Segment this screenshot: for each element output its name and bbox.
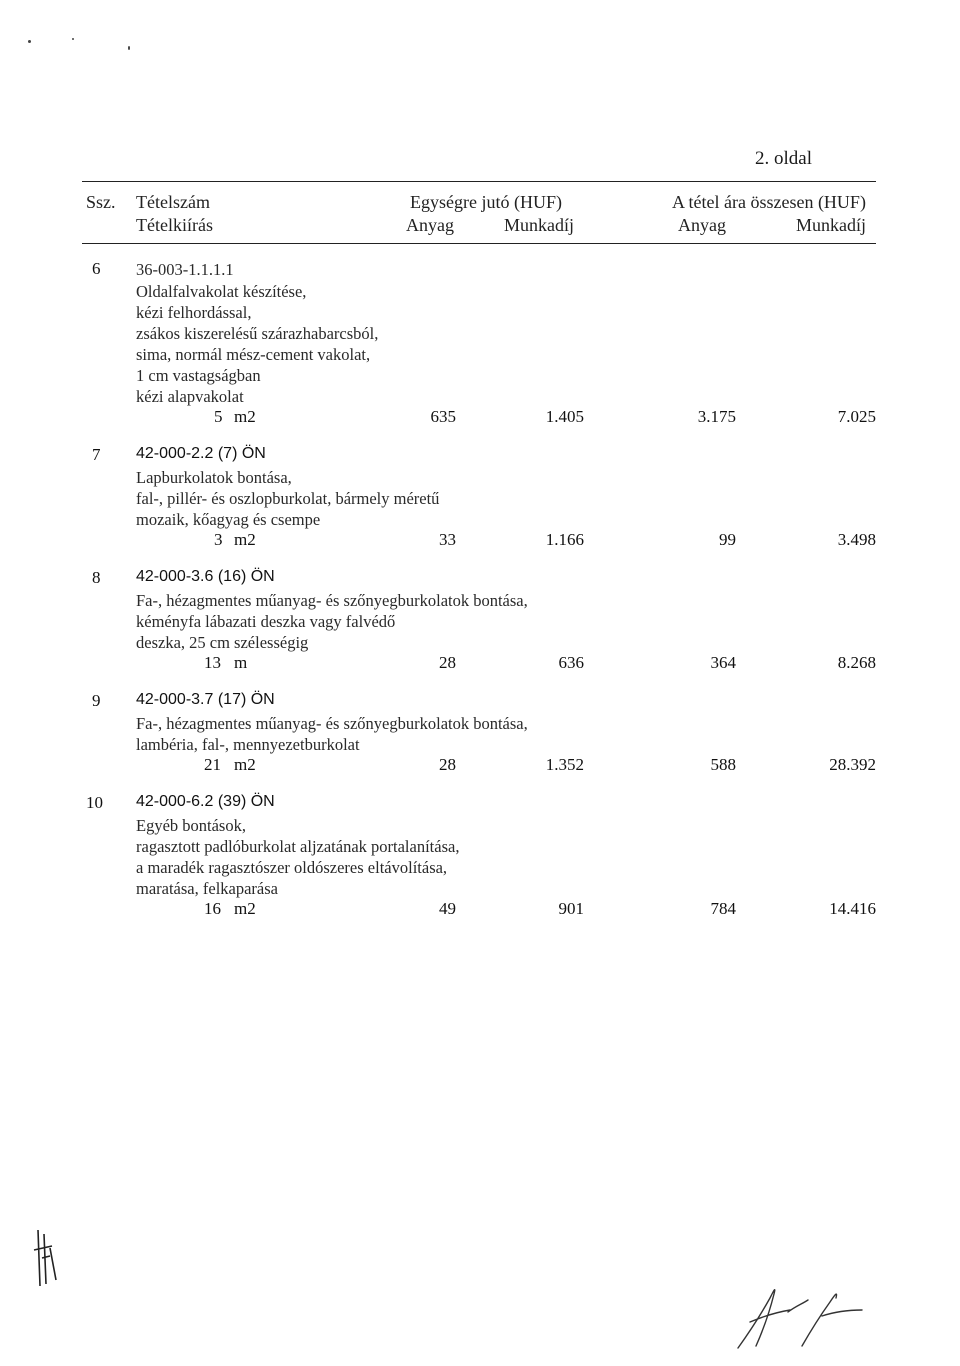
item-unit-material: 28: [439, 653, 456, 672]
item-ssz: 6: [92, 259, 101, 278]
item-total-material: 99: [719, 530, 736, 549]
item-total-labor: 28.392: [829, 755, 876, 774]
item-desc-line: kéményfa lábazati deszka vagy falvédő: [136, 612, 396, 631]
item-total-material: 784: [710, 899, 736, 918]
header-tetelkiiras: Tételkiírás: [136, 215, 213, 235]
header-tetelszam: Tételszám: [136, 192, 210, 212]
scan-speck: [128, 46, 130, 50]
item-desc-line: Egyéb bontások,: [136, 816, 246, 835]
header-munkadij-unit: Munkadíj: [504, 215, 574, 235]
item-unit-labor: 1.166: [545, 530, 584, 549]
item-code: 42-000-2.2 (7) ÖN: [136, 445, 266, 462]
margin-pen-mark: [28, 1228, 64, 1288]
item-unit-labor: 901: [558, 899, 584, 918]
item-qty: 5: [214, 407, 223, 426]
item-unit: m: [234, 653, 248, 672]
header-anyag-total: Anyag: [678, 215, 726, 235]
item-qty: 13: [204, 653, 221, 672]
item-total-labor: 3.498: [837, 530, 876, 549]
item-unit-labor: 1.352: [545, 755, 584, 774]
header-ssz: Ssz.: [86, 192, 116, 212]
item-code: 36-003-1.1.1.1: [136, 260, 234, 279]
item-unit: m2: [234, 407, 256, 426]
item-desc-line: Lapburkolatok bontása,: [136, 468, 292, 487]
item-unit: m2: [234, 899, 256, 918]
item-desc-line: lambéria, fal-, mennyezetburkolat: [136, 735, 360, 754]
item-unit-material: 33: [439, 530, 456, 549]
item-ssz: 10: [86, 793, 103, 812]
item-code: 42-000-3.7 (17) ÖN: [136, 691, 275, 708]
item-total-labor: 8.268: [837, 653, 876, 672]
signature-scribble: [730, 1276, 870, 1356]
item-desc-line: mozaik, kőagyag és csempe: [136, 510, 321, 529]
header-anyag-unit: Anyag: [406, 215, 454, 235]
item-desc-line: kézi felhordással,: [136, 303, 252, 322]
item-desc-line: Oldalfalvakolat készítése,: [136, 282, 307, 301]
item-unit: m2: [234, 530, 256, 549]
scan-speck: [72, 38, 74, 40]
item-total-material: 3.175: [697, 407, 736, 426]
item-desc-line: Fa-, hézagmentes műanyag- és szőnyegburkolatok bontása,: [136, 714, 528, 733]
item-unit-labor: 636: [558, 653, 584, 672]
header-bottom-rule: [82, 243, 876, 244]
item-desc-line: kézi alapvakolat: [136, 387, 244, 406]
item-desc-line: sima, normál mész-cement vakolat,: [136, 345, 371, 364]
item-qty: 16: [204, 899, 221, 918]
page-number: 2. oldal: [755, 148, 812, 169]
item-desc-line: 1 cm vastagságban: [136, 366, 261, 385]
item-ssz: 9: [92, 691, 101, 710]
item-qty: 21: [204, 755, 221, 774]
item-total-labor: 14.416: [829, 899, 876, 918]
header-unit-group: Egységre jutó (HUF): [410, 192, 562, 212]
item-desc-line: zsákos kiszerelésű szárazhabarcsból,: [136, 324, 379, 343]
header-munkadij-total: Munkadíj: [796, 215, 866, 235]
item-total-labor: 7.025: [837, 407, 876, 426]
item-desc-line: fal-, pillér- és oszlopburkolat, bármely méretű: [136, 489, 440, 508]
item-ssz: 7: [92, 445, 101, 464]
scan-speck: [28, 40, 31, 43]
header-top-rule: [82, 181, 876, 182]
item-unit-material: 28: [439, 755, 456, 774]
item-desc-line: Fa-, hézagmentes műanyag- és szőnyegburkolatok bontása,: [136, 591, 528, 610]
item-unit-labor: 1.405: [545, 407, 584, 426]
item-desc-line: ragasztott padlóburkolat aljzatának portalanítása,: [136, 837, 460, 856]
item-desc-line: deszka, 25 cm szélességig: [136, 633, 309, 652]
item-unit-material: 49: [439, 899, 456, 918]
item-unit-material: 635: [430, 407, 456, 426]
item-code: 42-000-6.2 (39) ÖN: [136, 793, 275, 810]
item-desc-line: a maradék ragasztószer oldószeres eltávolítása,: [136, 858, 448, 877]
header-total-group: A tétel ára összesen (HUF): [672, 192, 866, 212]
item-ssz: 8: [92, 568, 101, 587]
item-unit: m2: [234, 755, 256, 774]
item-qty: 3: [214, 530, 223, 549]
item-total-material: 588: [710, 755, 736, 774]
item-desc-line: maratása, felkaparása: [136, 879, 278, 898]
item-code: 42-000-3.6 (16) ÖN: [136, 568, 275, 585]
item-total-material: 364: [710, 653, 736, 672]
